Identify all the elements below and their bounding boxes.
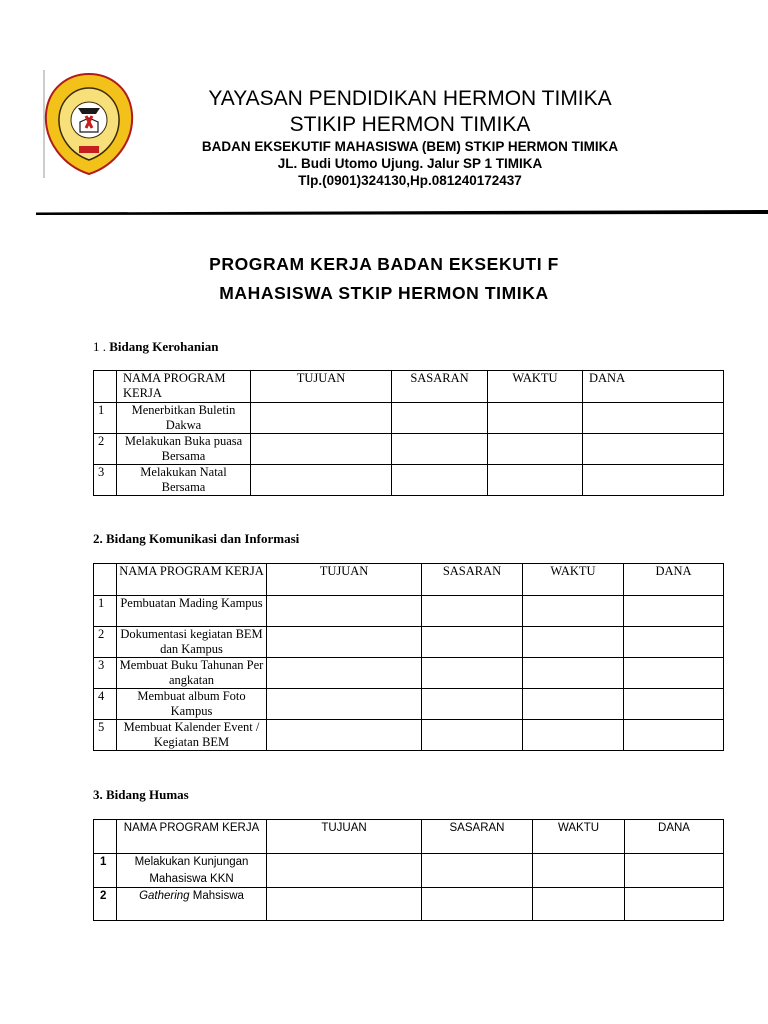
document-title-line2: MAHASISWA STKIP HERMON TIMIKA bbox=[219, 283, 549, 303]
section-heading-humas: 3. Bidang Humas bbox=[93, 787, 189, 802]
letterhead-foundation: YAYASAN PENDIDIKAN HERMON TIMIKA bbox=[208, 87, 612, 110]
header-sasaran: SASARAN bbox=[422, 564, 523, 596]
table-row: 1 Pembuatan Mading Kampus bbox=[94, 596, 724, 627]
section-heading-kerohanian: 1 . Bidang Kerohanian bbox=[93, 339, 219, 354]
header-tujuan: TUJUAN bbox=[251, 371, 392, 403]
letterhead-institution: STIKIP HERMON TIMIKA bbox=[289, 113, 531, 136]
program-table-kerohanian bbox=[93, 370, 724, 496]
header-sasaran: SASARAN bbox=[392, 371, 488, 403]
institution-logo bbox=[42, 70, 136, 178]
letterhead-bem: BADAN EKSEKUTIF MAHASISWA (BEM) STKIP HERMON TIMIKA bbox=[201, 139, 619, 154]
section-heading-komunikasi: 2. Bidang Komunikasi dan Informasi bbox=[93, 531, 300, 546]
header-sasaran: SASARAN bbox=[422, 820, 533, 854]
header-program: NAMA PROGRAM KERJA bbox=[117, 820, 267, 854]
letterhead-phone: Tlp.(0901)324130,Hp.081240172437 bbox=[298, 173, 522, 188]
table-header-row bbox=[94, 371, 724, 403]
program-table-komunikasi bbox=[93, 563, 724, 751]
table-row: 2 Dokumentasi kegiatan BEM dan Kampus bbox=[94, 627, 724, 658]
table-row: 1 Menerbitkan Buletin Dakwa bbox=[94, 403, 724, 434]
header-tujuan: TUJUAN bbox=[267, 820, 422, 854]
document-title-line1: PROGRAM KERJA BADAN EKSEKUTI F bbox=[209, 254, 559, 274]
letterhead-divider bbox=[36, 210, 768, 215]
table-row: 2 Melakukan Buka puasa Bersama bbox=[94, 434, 724, 465]
header-waktu: WAKTU bbox=[533, 820, 625, 854]
header-program: NAMA PROGRAM KERJA bbox=[117, 371, 251, 403]
table-header-row bbox=[94, 564, 724, 596]
table-row: 5 Membuat Kalender Event / Kegiatan BEM bbox=[94, 720, 724, 751]
table-row: 2 Gathering Mahsiswa bbox=[94, 888, 724, 921]
table-row: 3 Membuat Buku Tahunan Per angkatan bbox=[94, 658, 724, 689]
program-gathering: Gathering Mahsiswa bbox=[117, 888, 267, 921]
header-program: NAMA PROGRAM KERJA bbox=[117, 564, 267, 596]
table-row: 4 Membuat album Foto Kampus bbox=[94, 689, 724, 720]
header-no bbox=[94, 820, 117, 854]
header-dana: DANA bbox=[624, 564, 724, 596]
table-row: 1 Melakukan Kunjungan Mahasiswa KKN bbox=[94, 854, 724, 888]
header-waktu: WAKTU bbox=[523, 564, 624, 596]
letterhead-address: JL. Budi Utomo Ujung. Jalur SP 1 TIMIKA bbox=[277, 156, 543, 171]
header-tujuan: TUJUAN bbox=[267, 564, 422, 596]
header-no bbox=[94, 564, 117, 596]
table-row: 3 Melakukan Natal Bersama bbox=[94, 465, 724, 496]
header-dana: DANA bbox=[625, 820, 724, 854]
header-no bbox=[94, 371, 117, 403]
program-table-humas bbox=[93, 819, 724, 921]
header-dana: DANA bbox=[583, 371, 724, 403]
header-waktu: WAKTU bbox=[488, 371, 583, 403]
table-header-row bbox=[94, 820, 724, 854]
